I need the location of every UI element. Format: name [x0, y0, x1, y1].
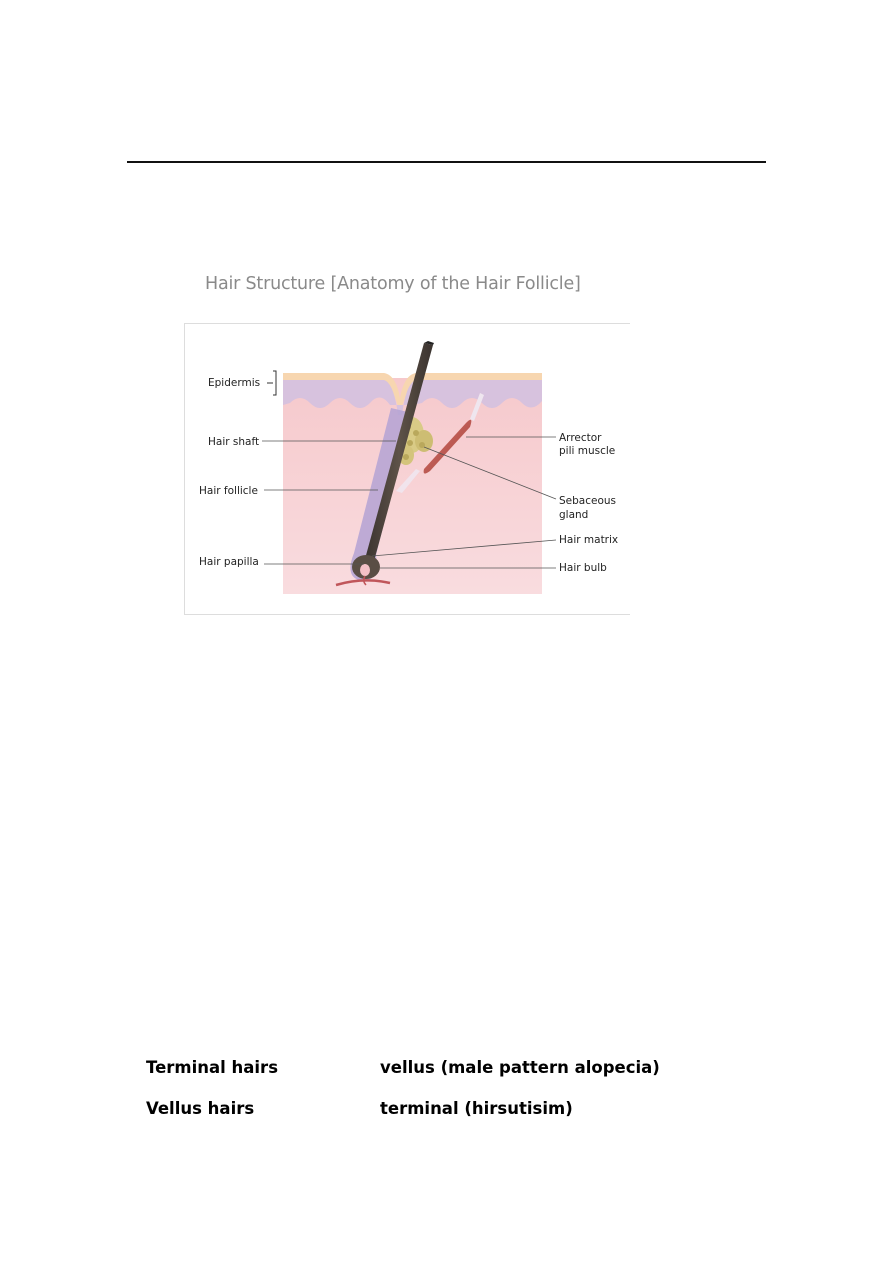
transition-2-from: Vellus hairs: [146, 1099, 255, 1118]
label-sebaceous-1: Sebaceous: [559, 495, 617, 507]
transition-2-to: terminal (hirsutisim): [380, 1099, 573, 1118]
label-arrector-2: pili muscle: [559, 445, 616, 457]
label-sebaceous-2: gland: [559, 509, 589, 521]
header-rule: [127, 161, 766, 163]
label-hair-follicle: Hair follicle: [199, 485, 258, 497]
figure-title: Hair Structure [Anatomy of the Hair Follicle]: [205, 274, 581, 294]
label-hair-shaft: Hair shaft: [208, 436, 260, 448]
label-epidermis: Epidermis: [208, 377, 261, 389]
hair-follicle-diagram: [184, 323, 630, 615]
label-hair-bulb: Hair bulb: [559, 562, 607, 574]
label-hair-matrix: Hair matrix: [559, 534, 619, 546]
label-arrector-1: Arrector: [559, 432, 602, 444]
diagram-canvas: [184, 323, 630, 615]
transition-1-to: vellus (male pattern alopecia): [380, 1058, 660, 1077]
label-hair-papilla: Hair papilla: [199, 556, 259, 568]
transition-1-from: Terminal hairs: [146, 1058, 279, 1077]
hair-papilla: [360, 564, 370, 576]
